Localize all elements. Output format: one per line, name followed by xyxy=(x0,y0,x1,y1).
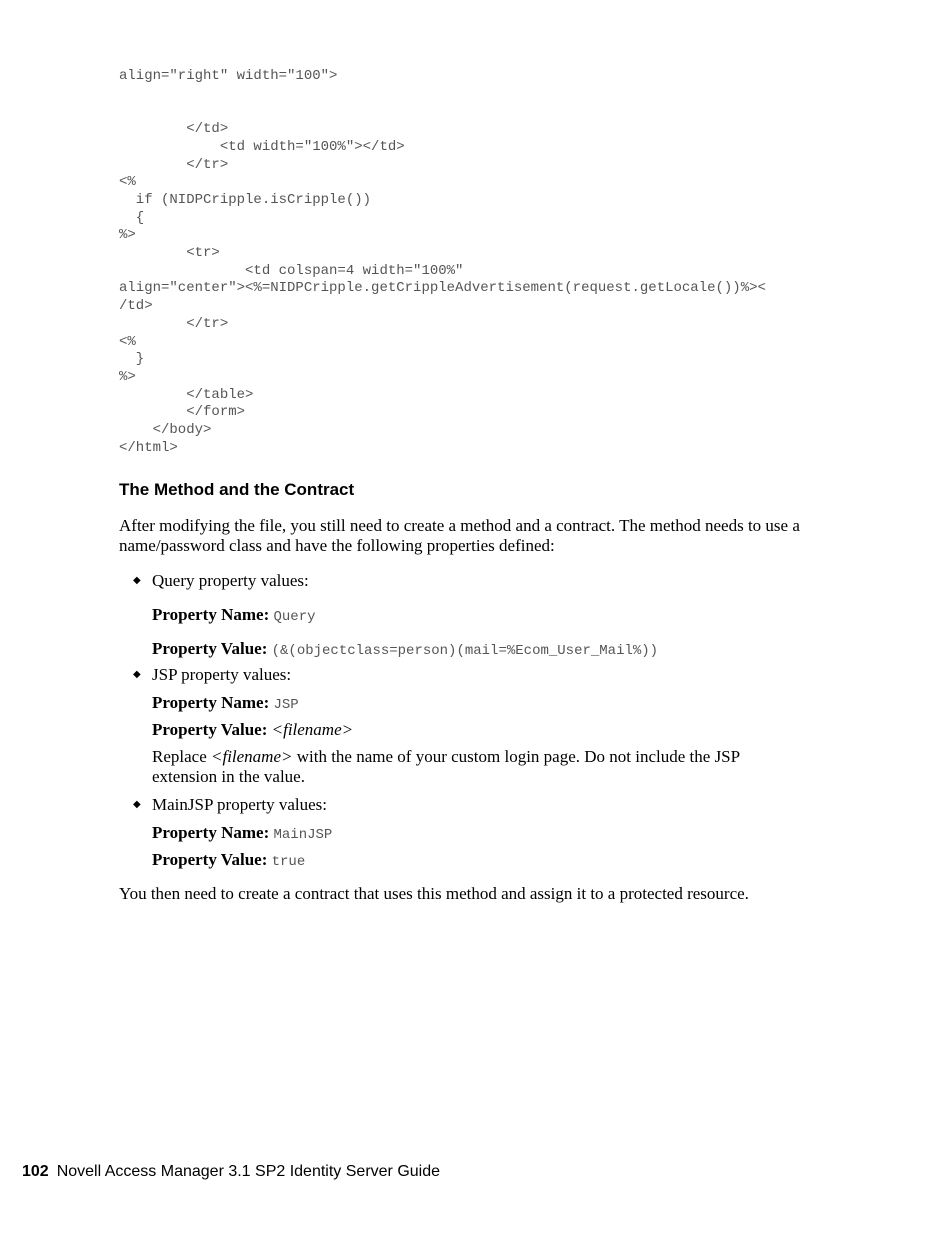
mainjsp-bullet-label: MainJSP property values: xyxy=(152,795,328,814)
query-bullet-label: Query property values: xyxy=(152,571,309,590)
mainjsp-property-name xyxy=(152,823,332,845)
section-heading: The Method and the Contract xyxy=(119,480,355,499)
query-property-name xyxy=(152,605,316,627)
property-value-value: <filename> xyxy=(271,720,354,739)
jsp-bullet-label: JSP property values: xyxy=(152,665,292,684)
jsp-property-value xyxy=(152,720,353,740)
property-value-value: (&(objectclass=person)(mail=%Ecom_User_Mail%)) xyxy=(271,643,659,659)
property-name-value: JSP xyxy=(273,697,299,713)
note-italic: <filename> xyxy=(211,747,293,766)
query-property-value xyxy=(152,639,658,661)
mainjsp-property-value xyxy=(152,850,305,872)
property-value-label: Property Value: xyxy=(152,720,268,739)
page-number: 102 xyxy=(22,1163,49,1180)
code-block: align="right" width="100"> </td> <td width="100%"></td> </tr> <% if (NIDPCripple.isCripple()) { %> <tr> <td colspan=4 width="100%" align="center"><%=NIDPCripple.getCrippleAdvertisement(request.getLocale())%>< /td> </tr> <% } %> </table> </form> </body> </html> xyxy=(119,68,766,456)
note-suffix: with the name of your custom login page. Do not include the JSP extension in the value. xyxy=(152,747,740,786)
footer-title: Novell Access Manager 3.1 SP2 Identity Server Guide xyxy=(56,1163,441,1180)
property-name-value: Query xyxy=(273,609,316,625)
property-name-label: Property Name: xyxy=(152,605,270,624)
property-name-label: Property Name: xyxy=(152,693,270,712)
property-name-value: MainJSP xyxy=(273,827,333,843)
property-value-label: Property Value: xyxy=(152,850,268,869)
property-value-label: Property Value: xyxy=(152,639,268,658)
intro-paragraph: After modifying the file, you still need to create a method and a contract. The method needs to use a name/password class and have the following properties defined: xyxy=(119,516,800,555)
property-value-value: true xyxy=(271,854,306,870)
bullet-diamond-icon: ◆ xyxy=(133,575,141,586)
bullet-diamond-icon: ◆ xyxy=(133,669,141,680)
bullet-diamond-icon: ◆ xyxy=(133,799,141,810)
jsp-property-name xyxy=(152,693,299,715)
jsp-replace-note xyxy=(152,747,762,787)
closing-paragraph: You then need to create a contract that uses this method and assign it to a protected resource. xyxy=(119,884,749,903)
page-footer xyxy=(22,1163,440,1181)
note-prefix: Replace xyxy=(152,747,211,766)
property-name-label: Property Name: xyxy=(152,823,270,842)
